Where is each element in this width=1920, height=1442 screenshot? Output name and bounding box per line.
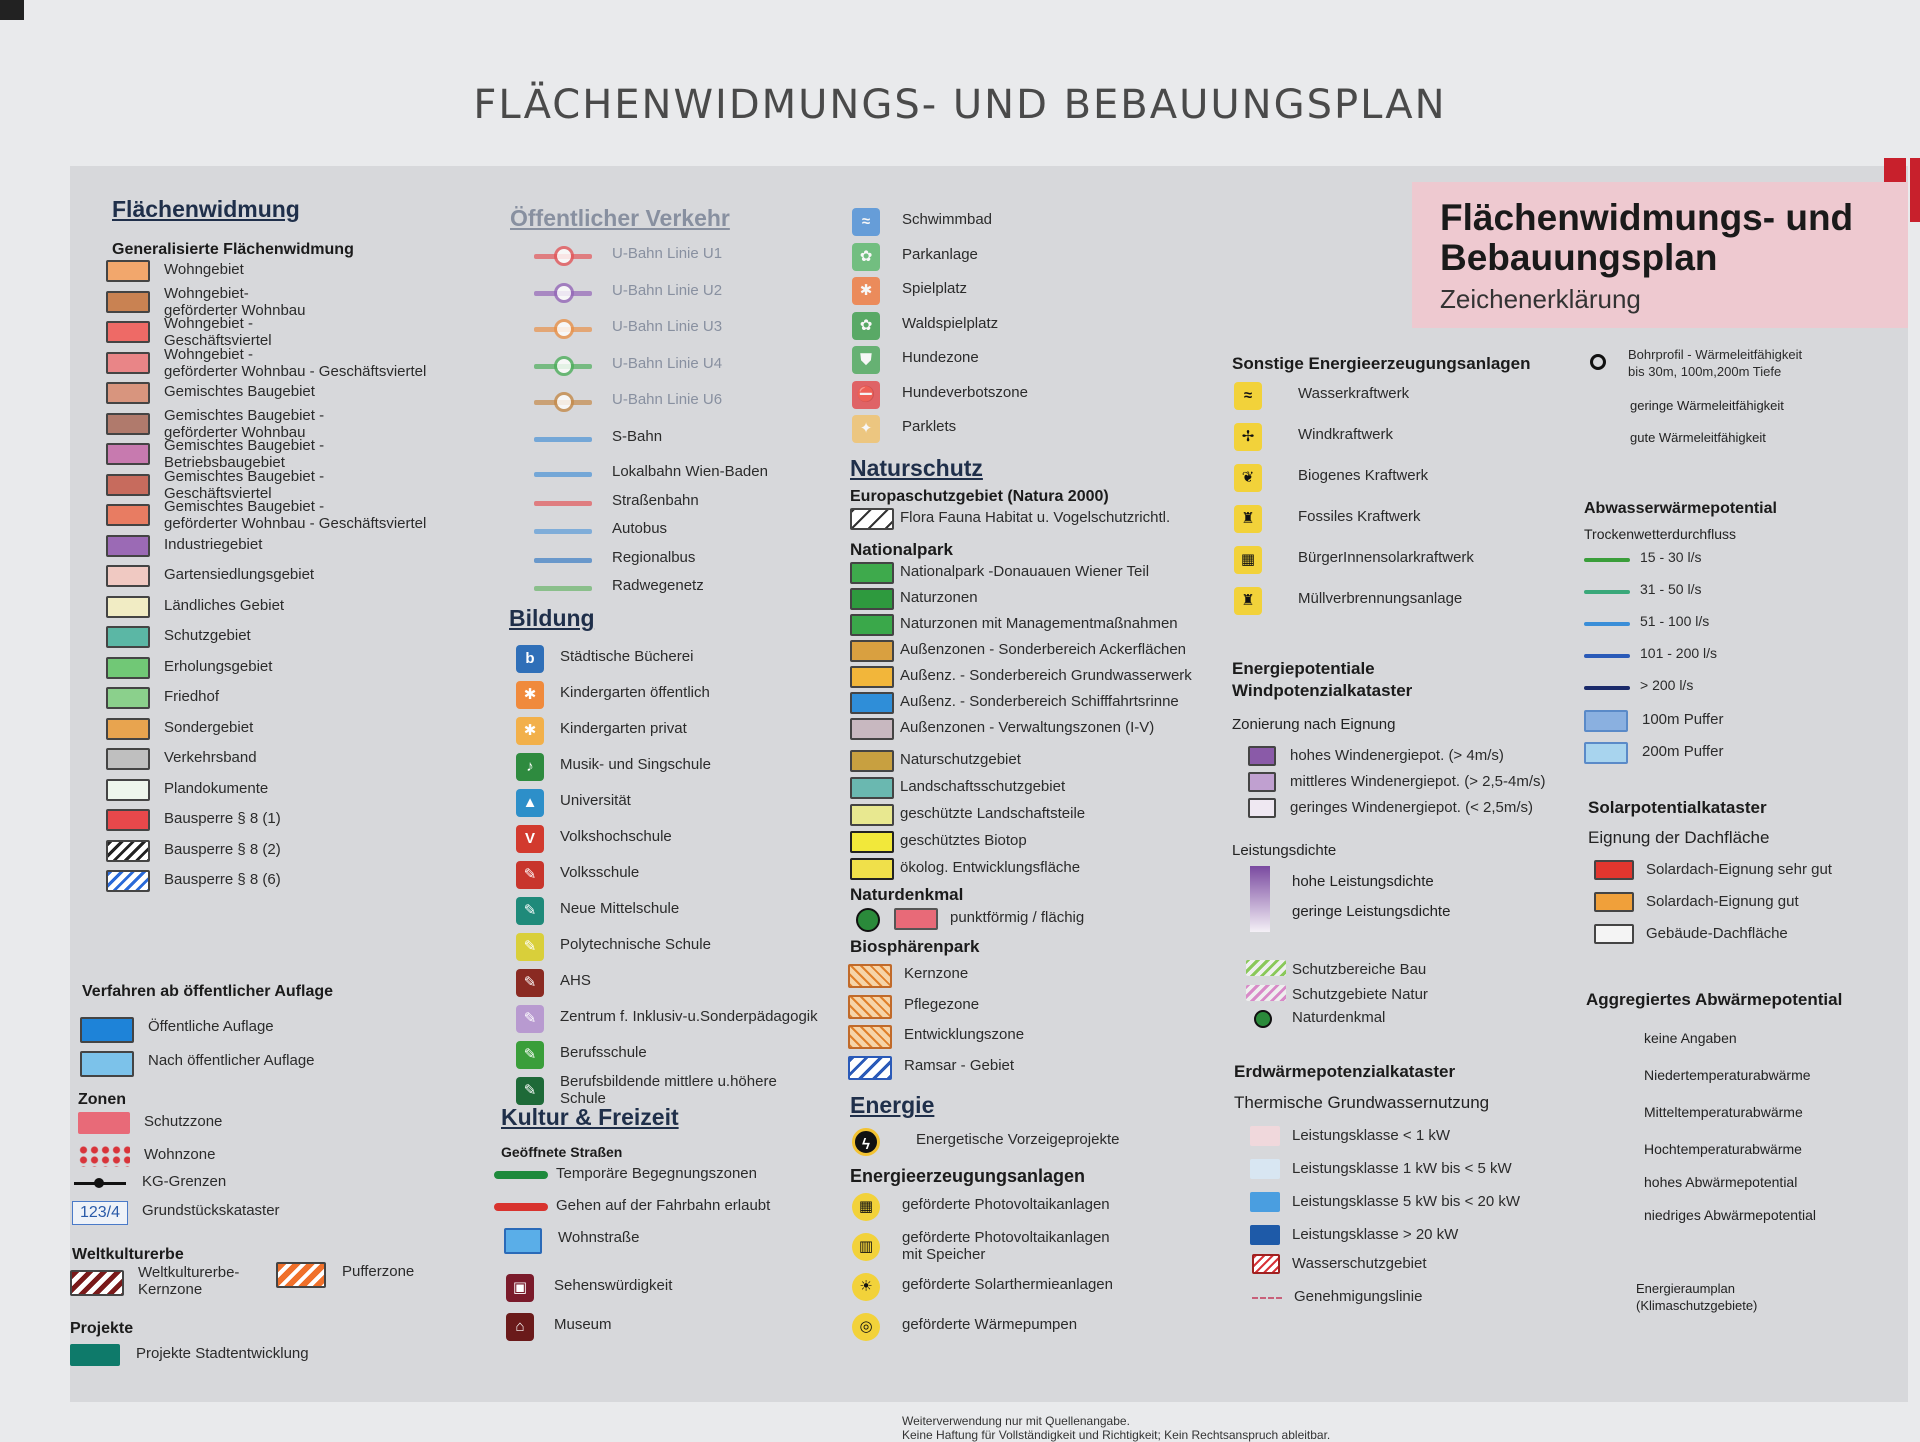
legend-label: Außenz. - Sonderbereich Schifffahrtsrinne (900, 693, 1179, 710)
strasse-line (494, 1203, 548, 1211)
kg-dot (94, 1178, 104, 1188)
legend-label: Temporäre Begegnungszonen (556, 1165, 757, 1182)
swatch (1584, 742, 1628, 764)
legend-label: KG-Grenzen (142, 1173, 227, 1190)
legend-label: U-Bahn Linie U3 (612, 318, 723, 335)
legend-label: Wohngebiet (164, 261, 244, 278)
legend-label: Städtische Bücherei (560, 648, 694, 665)
legend-label: Gehen auf der Fahrbahn erlaubt (556, 1197, 771, 1214)
swatch (80, 1051, 134, 1077)
legend-label: Ramsar - Gebiet (904, 1056, 1015, 1074)
freizeit-icon: ✦ (852, 415, 880, 443)
swatch (1594, 860, 1634, 880)
swatch (106, 352, 150, 374)
legend-label: Wohnzone (144, 1146, 216, 1163)
heading-abwasser: Abwasserwärmepotential (1584, 500, 1777, 517)
legend-label: Solardach-Eignung sehr gut (1646, 861, 1832, 878)
heading-energie: Energie (850, 1092, 935, 1118)
legend-label: Industriegebiet (164, 535, 263, 553)
strasse-line (494, 1171, 548, 1179)
legend-label: mittleres Windenergiepot. (> 2,5-4m/s) (1290, 773, 1546, 790)
abwaerme-label: hohes Abwärmepotential (1644, 1174, 1798, 1190)
leistungsdichte-heading: Leistungsdichte (1232, 842, 1337, 859)
legend-label: Ländliches Gebiet (164, 596, 285, 614)
legend-label: AHS (560, 972, 591, 989)
legend-label: Verkehrsband (164, 749, 257, 766)
swatch (106, 687, 150, 709)
legend-label: Gemischtes Baugebiet - geförderter Wohnbau - Geschäftsviertel (164, 498, 427, 532)
kraftwerk-icon: ✢ (1234, 423, 1262, 451)
legend-label: Naturzonen (900, 589, 978, 606)
legend-label: Lokalbahn Wien-Baden (612, 463, 768, 480)
swatch (106, 504, 150, 526)
legend-label: Sondergebiet (164, 718, 254, 736)
legend-label: 15 - 30 l/s (1640, 549, 1702, 565)
swatch (894, 908, 938, 930)
durchfluss-line (1584, 590, 1630, 594)
leistungsdichte-gradient (1250, 866, 1270, 932)
legend-label: punktförmig / flächig (950, 909, 1085, 926)
legend-label: Gartensiedlungsgebiet (164, 566, 315, 583)
swatch (850, 614, 894, 636)
legend-label: Parkanlage (902, 245, 978, 263)
freizeit-icon: ⛊ (852, 346, 880, 374)
abwaerme-label: Hochtemperaturabwärme (1644, 1141, 1802, 1157)
energie-icon: ▦ (852, 1193, 880, 1221)
swatch (1250, 1126, 1280, 1146)
legend-label: Wohngebiet - geförderter Wohnbau - Geschäftsviertel (164, 345, 427, 380)
station-icon (554, 319, 574, 339)
legend-label: Plandokumente (164, 779, 269, 797)
legend-label: Hundezone (902, 349, 979, 366)
legend-label: Öffentliche Auflage (148, 1018, 274, 1035)
legend-label: Straßenbahn (612, 491, 699, 509)
heading-erdwaerme: Erdwärmepotenzialkataster (1234, 1062, 1456, 1081)
legend-label: Kernzone (904, 965, 969, 982)
museum-icon: ⌂ (506, 1313, 534, 1341)
heading-zonen: Zonen (78, 1091, 126, 1108)
swatch (850, 858, 894, 880)
gute-leitfaehigkeit: gute Wärmeleitfähigkeit (1630, 430, 1766, 445)
swatch (1250, 1225, 1280, 1245)
legend-label: 100m Puffer (1642, 711, 1724, 728)
heading-naturschutz: Naturschutz (850, 455, 983, 481)
geringe-leitfaehigkeit: geringe Wärmeleitfähigkeit (1630, 398, 1784, 413)
legend-label: Sehenswürdigkeit (554, 1277, 673, 1294)
legend-label: Nach öffentlicher Auflage (148, 1052, 315, 1069)
legend-label: Musik- und Singschule (560, 756, 711, 773)
trockenwetter-label: Trockenwetterdurchfluss (1584, 526, 1736, 542)
legend-label: Museum (554, 1316, 612, 1333)
legend-label: geringes Windenergiepot. (< 2,5m/s) (1290, 799, 1534, 816)
legend-label: Projekte Stadtentwicklung (136, 1345, 309, 1362)
freizeit-icon: ⛔ (852, 381, 880, 409)
swatch (848, 995, 892, 1019)
legend-label: Schutzgebiet (164, 627, 251, 644)
legend-label: Kindergarten privat (560, 720, 687, 737)
kraftwerk-icon: ≈ (1234, 382, 1262, 410)
swatch (276, 1262, 326, 1288)
kraftwerk-icon: ▦ (1234, 546, 1262, 574)
header-box (1412, 182, 1908, 328)
legend-label: ökolog. Entwicklungsfläche (900, 859, 1081, 876)
zonierung-label: Zonierung nach Eignung (1232, 716, 1396, 733)
legend-label: Hundeverbotszone (902, 383, 1028, 401)
legend-label: Bausperre § 8 (2) (164, 840, 281, 858)
legend-label: S-Bahn (612, 427, 663, 445)
vorzeige-icon: ϟ (852, 1128, 880, 1156)
legend-label: Naturschutzgebiet (900, 751, 1021, 768)
swatch (850, 666, 894, 688)
heading-projekte: Projekte (70, 1320, 134, 1337)
legend-label: Pflegezone (904, 995, 980, 1013)
legend-label: Müllverbrennungsanlage (1298, 590, 1463, 607)
swatch (1594, 924, 1634, 944)
legend-label: BürgerInnensolarkraftwerk (1298, 549, 1474, 566)
durchfluss-line (1584, 622, 1630, 626)
swatch (106, 413, 150, 435)
freizeit-icon: ✿ (852, 312, 880, 340)
durchfluss-line (1584, 686, 1630, 690)
legend-label: Grundstückskataster (142, 1202, 280, 1219)
legend-label: Gemischtes Baugebiet (164, 383, 315, 400)
eignung-label: Eignung der Dachfläche (1588, 828, 1770, 847)
swatch (850, 692, 894, 714)
energieraumplan-label: Energieraumplan (Klimaschutzgebiete) (1636, 1281, 1758, 1313)
heading-naturdenkmal: Naturdenkmal (850, 885, 964, 904)
heading-weltkulturerbe: Weltkulturerbe (72, 1246, 184, 1263)
swatch (1248, 772, 1276, 792)
legend-label: 101 - 200 l/s (1640, 645, 1718, 661)
swatch (106, 809, 150, 831)
legend-label: Leistungsklasse > 20 kW (1292, 1226, 1459, 1243)
swatch (106, 657, 150, 679)
legend-label: Leistungsklasse < 1 kW (1292, 1127, 1450, 1144)
heading-flaechenwidmung: Flächenwidmung (112, 196, 300, 222)
freizeit-icon: ≈ (852, 208, 880, 236)
swatch (106, 779, 150, 801)
abwaerme-label: keine Angaben (1644, 1030, 1737, 1046)
bildung-icon: V (516, 825, 544, 853)
legend-label: Schwimmbad (902, 211, 993, 228)
legend-label: Gebäude-Dachfläche (1646, 925, 1788, 942)
bildung-icon: ✎ (516, 897, 544, 925)
page-title: FLÄCHENWIDMUNGS- UND BEBAUUNGSPLAN (473, 82, 1447, 128)
legend-label: Parklets (902, 418, 957, 435)
legend-label: Radwegenetz (612, 577, 704, 594)
swatch (106, 382, 150, 404)
legend-label: Spielplatz (902, 280, 968, 297)
durchfluss-line (1584, 558, 1630, 562)
swatch (850, 777, 894, 799)
swatch (106, 596, 150, 618)
subheading-generalisiert: Generalisierte Flächenwidmung (112, 241, 354, 258)
legend-label: Schutzbereiche Bau (1292, 961, 1427, 978)
legend-label: Polytechnische Schule (560, 936, 711, 953)
heading-kultur: Kultur & Freizeit (501, 1104, 679, 1130)
heading-bildung: Bildung (509, 605, 595, 631)
transit-line (534, 472, 592, 477)
legend-label: Wohnstraße (558, 1229, 640, 1246)
edge-mark (1910, 158, 1920, 222)
swatch (1246, 960, 1286, 976)
swatch (850, 750, 894, 772)
legend-label: U-Bahn Linie U4 (612, 354, 723, 372)
energie-icon: ◎ (852, 1313, 880, 1341)
legend-label: Friedhof (164, 688, 220, 705)
legend-label: Volksschule (560, 864, 640, 881)
legend-label: Kindergarten öffentlich (560, 684, 710, 701)
legend-label: Waldspielplatz (902, 314, 999, 332)
swatch (106, 718, 150, 740)
swatch (70, 1270, 124, 1296)
legend-label: Universität (560, 792, 631, 809)
legend-label: Neue Mittelschule (560, 900, 680, 917)
legend-label: Gemischtes Baugebiet - geförderter Wohnbau (164, 406, 325, 441)
swatch (850, 562, 894, 584)
legend-label: geschützte Landschaftsteile (900, 805, 1086, 822)
bohrprofil-circle (1590, 354, 1606, 370)
swatch (850, 588, 894, 610)
swatch (106, 840, 150, 862)
legend-label: Gemischtes Baugebiet - Geschäftsviertel (164, 467, 325, 502)
swatch (106, 535, 150, 557)
durchfluss-line (1584, 654, 1630, 658)
swatch (78, 1112, 130, 1134)
swatch (1584, 710, 1628, 732)
swatch (1246, 985, 1286, 1001)
bildung-icon: ✎ (516, 1077, 544, 1105)
swatch (106, 321, 150, 343)
heading-europaschutz: Europaschutzgebiet (Natura 2000) (850, 488, 1109, 505)
heading-anlagen: Energieerzeugungsanlagen (850, 1166, 1086, 1186)
swatch (850, 831, 894, 853)
legend-label: 200m Puffer (1642, 743, 1724, 760)
swatch (106, 260, 150, 282)
swatch (78, 1145, 130, 1167)
naturdenkmal-point (1254, 1010, 1272, 1028)
swatch (106, 870, 150, 892)
heading-energiepotentiale: Energiepotentiale Windpotenzialkataster (1232, 659, 1413, 700)
transit-line (534, 501, 592, 506)
legend-label: Regionalbus (612, 548, 696, 566)
kraftwerk-icon: ♜ (1234, 505, 1262, 533)
swatch (850, 640, 894, 662)
abwaerme-label: Niedertemperaturabwärme (1644, 1067, 1811, 1083)
legend-label: geförderte Photovoltaikanlagen mit Speicher (902, 1229, 1110, 1263)
transit-line (534, 558, 592, 563)
legend-label: Fossiles Kraftwerk (1298, 508, 1421, 525)
legend-label: hohes Windenergiepot. (> 4m/s) (1290, 747, 1504, 764)
station-icon (554, 283, 574, 303)
swatch (850, 718, 894, 740)
swatch (1252, 1254, 1280, 1274)
grundwasser-label: Thermische Grundwassernutzung (1234, 1093, 1490, 1112)
legend-label: geschütztes Biotop (900, 832, 1027, 849)
swatch (106, 291, 150, 313)
freizeit-icon: ✱ (852, 277, 880, 305)
legend-label: Bohrprofil - Wärmeleitfähigkeit bis 30m, 100m,200m Tiefe (1628, 347, 1803, 379)
legend-label: Schutzzone (144, 1113, 223, 1130)
legend-label: 51 - 100 l/s (1640, 613, 1710, 629)
swatch (106, 626, 150, 648)
swatch (1250, 1159, 1280, 1179)
legend-label: Leistungsklasse 1 kW bis < 5 kW (1292, 1160, 1512, 1177)
legend-label: Nationalpark -Donauauen Wiener Teil (900, 563, 1150, 580)
transit-line (534, 529, 592, 534)
bildung-icon: ✱ (516, 717, 544, 745)
legend-label: Zentrum f. Inklusiv-u.Sonderpädagogik (560, 1008, 818, 1025)
legend-label: Außenzonen - Sonderbereich Ackerflächen (900, 641, 1187, 658)
legend-label: Wasserschutzgebiet (1292, 1255, 1427, 1272)
legend-label: Autobus (612, 520, 668, 537)
heading-sonstige: Sonstige Energieerzeugungsanlagen (1232, 354, 1531, 373)
swatch (80, 1017, 134, 1043)
header-subtitle: Zeichenerklärung (1440, 284, 1641, 314)
station-icon (554, 392, 574, 412)
legend-label: Wohngebiet- geförderter Wohnbau (164, 284, 306, 319)
legend-label: Flora Fauna Habitat u. Vogelschutzrichtl. (900, 509, 1171, 526)
swatch (106, 443, 150, 465)
heading-nationalpark: Nationalpark (850, 540, 953, 559)
station-icon (554, 356, 574, 376)
sehenswuerdigkeit-icon: ▣ (506, 1274, 534, 1302)
naturdenkmal-point (856, 908, 880, 932)
legend-label: Außenzonen - Verwaltungszonen (I-V) (900, 719, 1155, 736)
legend-label: Bausperre § 8 (1) (164, 810, 281, 827)
swatch (504, 1228, 542, 1254)
abwaerme-label: niedriges Abwärmepotential (1644, 1207, 1816, 1223)
legend-label: Landschaftsschutzgebiet (900, 778, 1066, 795)
swatch (1594, 892, 1634, 912)
legend-label: Leistungsklasse 5 kW bis < 20 kW (1292, 1193, 1521, 1210)
swatch (70, 1344, 120, 1366)
legend-label: U-Bahn Linie U1 (612, 245, 723, 262)
heading-biosphaerenpark: Biosphärenpark (850, 937, 980, 956)
legend-label: Windkraftwerk (1298, 426, 1394, 443)
genehmigung-line (1252, 1297, 1282, 1299)
kraftwerk-icon: ❦ (1234, 464, 1262, 492)
bildung-icon: ✱ (516, 681, 544, 709)
legend-label: Schutzgebiete Natur (1292, 986, 1428, 1003)
legend-label: U-Bahn Linie U6 (612, 391, 723, 408)
legend-label: Energetische Vorzeigeprojekte (916, 1131, 1120, 1148)
legend-label: Naturzonen mit Managementmaßnahmen (900, 615, 1178, 632)
heading-strassen: Geöffnete Straßen (501, 1144, 623, 1160)
swatch (848, 1056, 892, 1080)
bildung-icon: ✎ (516, 1005, 544, 1033)
legend-label: 31 - 50 l/s (1640, 581, 1702, 597)
bildung-icon: ♪ (516, 753, 544, 781)
corner-mark (0, 0, 24, 20)
energie-icon: ▥ (852, 1233, 880, 1261)
legend-label: > 200 l/s (1640, 677, 1694, 693)
legend-label: geförderte Photovoltaikanlagen (902, 1196, 1110, 1213)
legend-label: Außenz. - Sonderbereich Grundwasserwerk (900, 667, 1192, 684)
swatch (1248, 798, 1276, 818)
leistung-gering-label: geringe Leistungsdichte (1292, 903, 1451, 920)
legend-label: Volkshochschule (560, 828, 672, 845)
legend-label: Pufferzone (342, 1263, 415, 1280)
bildung-icon: ▲ (516, 789, 544, 817)
kraftwerk-icon: ♜ (1234, 587, 1262, 615)
footer-note: Weiterverwendung nur mit Quellenangabe. Keine Haftung für Vollständigkeit und Richtigkeit; Kein Rechtsanspruch ableitbar. (902, 1414, 1331, 1442)
heading-verkehr: Öffentlicher Verkehr (510, 205, 730, 231)
swatch (848, 964, 892, 988)
legend-label: Naturdenkmal (1292, 1009, 1386, 1026)
station-icon (554, 246, 574, 266)
swatch (1250, 1192, 1280, 1212)
freizeit-icon: ✿ (852, 243, 880, 271)
heading-solar: Solarpotentialkataster (1588, 798, 1767, 817)
transit-line (534, 437, 592, 442)
swatch (850, 804, 894, 826)
abwaerme-label: Mitteltemperaturabwärme (1644, 1104, 1803, 1120)
heading-abwaerme: Aggregiertes Abwärmepotential (1586, 990, 1843, 1009)
legend-label: U-Bahn Linie U2 (612, 281, 723, 299)
swatch (106, 474, 150, 496)
swatch (850, 508, 894, 530)
kataster-number: 123/4 (72, 1201, 128, 1225)
swatch (106, 565, 150, 587)
legend-label: Wasserkraftwerk (1298, 385, 1410, 402)
bildung-icon: ✎ (516, 969, 544, 997)
heading-verfahren: Verfahren ab öffentlicher Auflage (82, 983, 334, 1000)
swatch (1248, 746, 1276, 766)
swatch (848, 1025, 892, 1049)
legend-label: Biogenes Kraftwerk (1298, 467, 1429, 484)
legend-label: Erholungsgebiet (164, 657, 273, 675)
legend-label: Berufsbildende mittlere u.höhere Schule (560, 1073, 777, 1107)
legend-label: Bausperre § 8 (6) (164, 871, 281, 888)
energie-icon: ☀ (852, 1273, 880, 1301)
legend-label: Wohngebiet - Geschäftsviertel (164, 315, 272, 349)
header-title: Flächenwidmungs- und Bebauungsplan (1440, 197, 1854, 278)
bildung-icon: ✎ (516, 861, 544, 889)
legend-label: geförderte Wärmepumpen (902, 1316, 1078, 1333)
bildung-icon: b (516, 645, 544, 673)
legend-label: geförderte Solarthermieanlagen (902, 1276, 1113, 1293)
legend-label: Berufsschule (560, 1044, 647, 1061)
legend-label: Entwicklungszone (904, 1026, 1025, 1043)
leistung-hoch-label: hohe Leistungsdichte (1292, 873, 1434, 890)
transit-line (534, 586, 592, 591)
legend-label: Weltkulturerbe- Kernzone (138, 1264, 240, 1298)
legend-label: Gemischtes Baugebiet - Betriebsbaugebiet (164, 437, 325, 471)
swatch (106, 748, 150, 770)
legend-label: Genehmigungslinie (1294, 1288, 1423, 1305)
bildung-icon: ✎ (516, 1041, 544, 1069)
bildung-icon: ✎ (516, 933, 544, 961)
legend-label: Solardach-Eignung gut (1646, 893, 1799, 910)
